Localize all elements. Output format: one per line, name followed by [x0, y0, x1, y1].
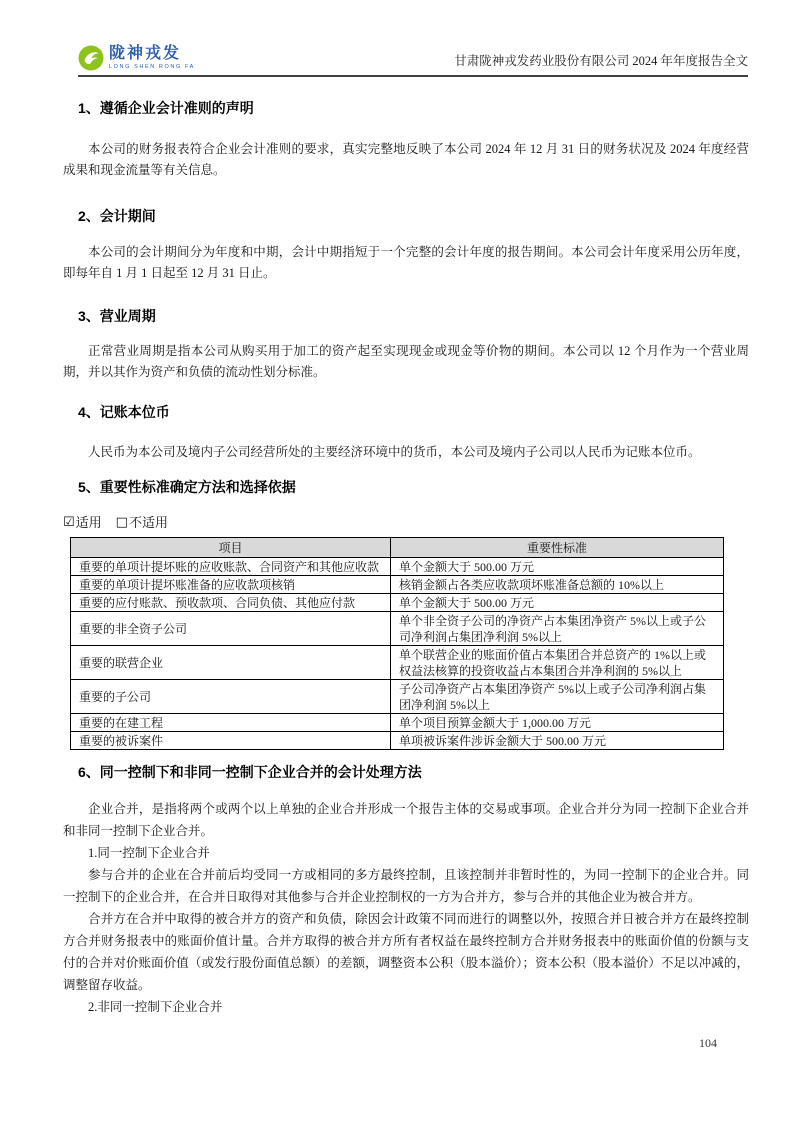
table-row: [71, 558, 724, 576]
criteria-cell: 单项被诉案件涉诉金额大于 500.00 万元: [391, 732, 724, 750]
table-row: [71, 594, 724, 612]
section-2-paragraph: 本公司的会计期间分为年度和中期，会计中期指短于一个完整的会计年度的报告期间。本公司会计年度采用公历年度，即每年自 1 月 1 日起至 12 月 31 日止。: [63, 245, 749, 280]
col-header-item: 项目: [71, 538, 391, 558]
applicable-checkbox-checked-icon: ☑: [63, 515, 75, 530]
page-header: [78, 45, 748, 77]
logo-bird-icon: [78, 45, 104, 71]
table-row: [71, 612, 724, 646]
item-cell: 重要的被诉案件: [71, 732, 391, 750]
document-title: 甘肃陇神戎发药业股份有限公司 2024 年年度报告全文: [454, 54, 748, 68]
logo-name-cn: 陇神戎发: [109, 44, 182, 62]
criteria-cell: 单个项目预算金额大于 1,000.00 万元: [391, 714, 724, 732]
section-3-paragraph: 正常营业周期是指本公司从购买用于加工的资产起至实现现金或现金等价物的期间。本公司以 12 个月作为一个营业周期，并以其作为资产和负债的流动性划分标准。: [63, 344, 749, 379]
logo-name-en: LONG SHEN RONG FA: [109, 63, 195, 70]
section-6-paragraph-1: 企业合并，是指将两个或两个以上单独的企业合并形成一个报告主体的交易或事项。企业合并分为同一控制下企业合并和非同一控制下企业合并。: [63, 802, 749, 838]
section-1-heading: 1、遵循企业会计准则的声明: [78, 100, 254, 116]
item-cell: 重要的非全资子公司: [71, 612, 391, 646]
table-row: [71, 714, 724, 732]
item-cell: 重要的单项计提坏账的应收账款、合同资产和其他应收款: [71, 558, 391, 576]
table-row: [71, 576, 724, 594]
section-1-paragraph: 本公司的财务报表符合企业会计准则的要求，真实完整地反映了本公司 2024 年 12 月 31 日的财务状况及 2024 年度经营成果和现金流量等有关信息。: [63, 142, 749, 177]
section-2-heading: 2、会计期间: [78, 208, 156, 224]
item-cell: 重要的应付账款、预收款项、合同负债、其他应付款: [71, 594, 391, 612]
item-cell: 重要的联营企业: [71, 646, 391, 680]
applicable-label: 适用: [75, 515, 102, 530]
company-logo: [78, 45, 195, 71]
item-cell: 重要的单项计提坏账准备的应收款项核销: [71, 576, 391, 594]
table-header-row: [71, 538, 724, 558]
section-4-paragraph: 人民币为本公司及境内子公司经营所处的主要经济环境中的货币，本公司及境内子公司以人民币为记账本位币。: [88, 445, 701, 459]
applicability-line: [63, 514, 748, 532]
section-6-subitem-1: 1.同一控制下企业合并: [88, 846, 210, 860]
section-6-paragraph-2: 参与合并的企业在合并前后均受同一方或相同的多方最终控制，且该控制并非暂时性的，为同一控制下的企业合并。同一控制下的企业合并，在合并日取得对其他参与合并企业控制权的一方为合并方，参与合并的其他企业为被合并方。: [63, 868, 749, 904]
section-6-body: [63, 798, 749, 1018]
section-6-heading: 6、同一控制下和非同一控制下企业合并的会计处理方法: [78, 764, 422, 780]
section-6-paragraph-3: 合并方在合并中取得的被合并方的资产和负债，除因会计政策不同而进行的调整以外，按照合并日被合并方在最终控制方合并财务报表中的账面价值计量。合并方取得的被合并方所有者权益在最终控制方合并财务报表中的账面价值的份额与支付的合并对价账面价值（或发行股份面值总额）的差额，调整资本公积（股本溢价）；资本公积（股本溢价）不足以冲减的，调整留存收益。: [63, 912, 749, 992]
materiality-table: [70, 537, 724, 750]
section-4-heading: 4、记账本位币: [78, 404, 170, 420]
section-5-heading: 5、重要性标准确定方法和选择依据: [78, 479, 296, 495]
not-applicable-checkbox-unchecked-icon: □: [115, 515, 128, 530]
criteria-cell: 单个联营企业的账面价值占本集团合并总资产的 1%以上或权益法核算的投资收益占本集团合并净利润的 5%以上: [391, 646, 724, 680]
table-row: [71, 732, 724, 750]
logo-text: [109, 46, 195, 71]
criteria-cell: 子公司净资产占本集团净资产 5%以上或子公司净利润占集团净利润 5%以上: [391, 680, 724, 714]
page-number: 104: [699, 1036, 717, 1050]
criteria-cell: 单个金额大于 500.00 万元: [391, 594, 724, 612]
criteria-cell: 核销金额占各类应收款项坏账准备总额的 10%以上: [391, 576, 724, 594]
col-header-criteria: 重要性标准: [391, 538, 724, 558]
table-row: [71, 646, 724, 680]
item-cell: 重要的子公司: [71, 680, 391, 714]
table-row: [71, 680, 724, 714]
section-6-subitem-2: 2.非同一控制下企业合并: [88, 1000, 223, 1014]
applicable-option: [63, 514, 102, 532]
criteria-cell: 单个非全资子公司的净资产占本集团净资产 5%以上或子公司净利润占集团净利润 5%以上: [391, 612, 724, 646]
item-cell: 重要的在建工程: [71, 714, 391, 732]
not-applicable-label: 不适用: [128, 515, 168, 530]
not-applicable-option: [116, 514, 168, 532]
criteria-cell: 单个金额大于 500.00 万元: [391, 558, 724, 576]
section-3-heading: 3、营业周期: [78, 308, 156, 324]
